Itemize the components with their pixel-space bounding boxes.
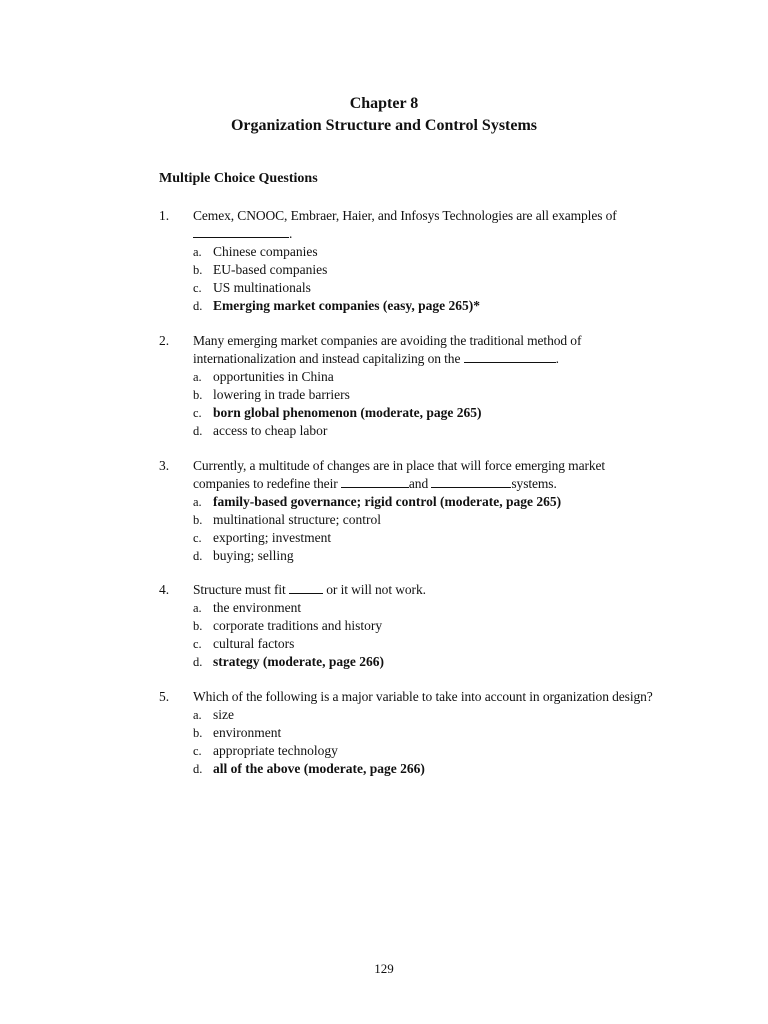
question-1 [159,207,659,315]
chapter-subtitle: Organization Structure and Control Systems [230,117,538,134]
question-stem-text: . [555,351,559,366]
option-d-correct [193,653,659,671]
option-b [193,724,659,742]
option-text: environment [213,725,282,740]
option-text: opportunities in China [213,369,334,384]
option-letter: c. [193,531,202,545]
option-text: buying; selling [213,548,294,563]
option-letter: d. [193,299,203,313]
question-number: 2. [159,333,170,348]
option-letter: c. [193,637,202,651]
answer-blank [289,581,323,594]
question-number: 4. [159,582,170,597]
question-stem [193,332,659,368]
option-d-correct [193,297,659,315]
option-text: multinational structure; control [213,512,381,527]
question-5 [159,688,659,778]
question-number: 1. [159,208,170,223]
option-text: US multinationals [213,280,311,295]
answer-blank [341,475,409,488]
question-stem-text: and [408,476,429,491]
question-stem [193,457,659,493]
answer-blank [464,350,556,363]
question-2 [159,332,659,440]
option-list [193,599,659,671]
question-stem-text: or it will not work. [326,582,426,597]
option-b [193,386,659,404]
option-text: born global phenomenon (moderate, page 265) [213,405,482,420]
question-number: 5. [159,689,170,704]
option-letter: b. [193,619,203,633]
option-c [193,635,659,653]
option-a [193,243,659,261]
option-text: strategy (moderate, page 266) [213,654,384,669]
option-letter: b. [193,513,203,527]
option-letter: a. [193,601,202,615]
option-text: lowering in trade barriers [213,387,350,402]
question-stem-text: Many emerging market companies are avoiding the traditional method of internationalization and instead capitalizing on the [193,333,582,366]
option-letter: a. [193,495,202,509]
option-letter: d. [193,655,203,669]
option-a [193,599,659,617]
chapter-title: Chapter 8 [349,95,419,112]
option-text: EU-based companies [213,262,328,277]
option-list [193,706,659,778]
option-text: the environment [213,600,302,615]
question-stem [193,581,659,599]
option-letter: a. [193,370,202,384]
question-stem-text: Currently, a multitude of changes are in place that will force emerging market companies to redefine their [193,458,606,491]
option-a-correct [193,493,659,511]
option-list [193,243,659,315]
section-title: Multiple Choice Questions [159,171,318,186]
option-letter: a. [193,708,202,722]
option-c [193,742,659,760]
option-a [193,706,659,724]
question-stem-text: Structure must fit [193,582,286,597]
option-letter: d. [193,762,203,776]
question-stem [193,688,659,706]
option-text: exporting; investment [213,530,332,545]
option-c [193,279,659,297]
option-letter: b. [193,263,203,277]
option-text: appropriate technology [213,743,338,758]
question-stem-text: Which of the following is a major variable to take into account in organization design? [193,689,653,704]
page-number: 129 [374,961,394,976]
option-list [193,368,659,440]
answer-blank [193,225,289,238]
question-stem-text: systems. [511,476,557,491]
question-3 [159,457,659,565]
option-letter: a. [193,245,202,259]
option-d-correct [193,760,659,778]
answer-blank [431,475,511,488]
option-text: access to cheap labor [213,423,328,438]
question-stem-text: Cemex, CNOOC, Embraer, Haier, and Infosys Technologies are all examples of [193,208,617,223]
option-text: all of the above (moderate, page 266) [213,761,425,776]
option-d [193,547,659,565]
question-stem [193,207,659,243]
option-c [193,529,659,547]
option-d [193,422,659,440]
option-list [193,493,659,565]
option-text: size [213,707,234,722]
option-letter: d. [193,424,203,438]
option-letter: c. [193,744,202,758]
option-letter: c. [193,406,202,420]
option-b [193,261,659,279]
option-text: Emerging market companies (easy, page 265)* [213,298,480,313]
option-b [193,617,659,635]
option-c-correct [193,404,659,422]
question-stem-text: . [289,226,293,241]
option-letter: b. [193,726,203,740]
option-letter: b. [193,388,203,402]
option-text: Chinese companies [213,244,318,259]
option-text: corporate traditions and history [213,618,383,633]
question-4 [159,581,659,671]
option-letter: d. [193,549,203,563]
option-a [193,368,659,386]
question-number: 3. [159,458,170,473]
option-letter: c. [193,281,202,295]
option-text: cultural factors [213,636,295,651]
option-text: family-based governance; rigid control (moderate, page 265) [213,494,562,509]
option-b [193,511,659,529]
